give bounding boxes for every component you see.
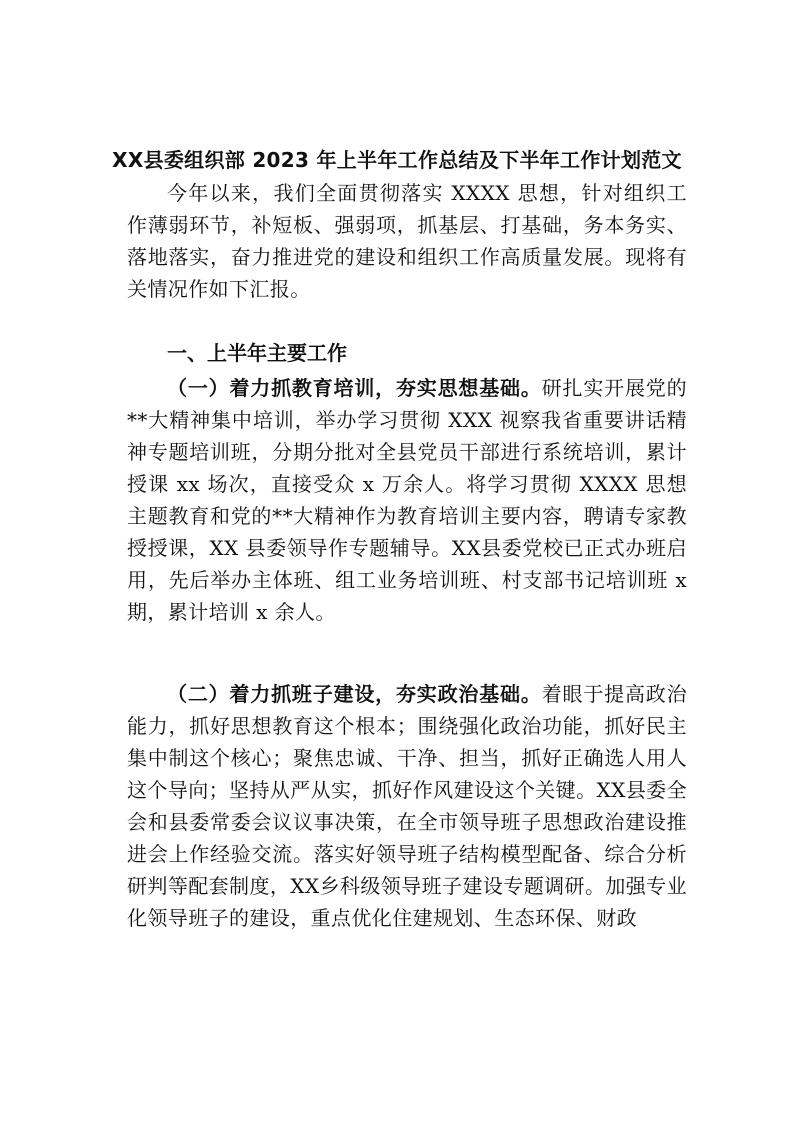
section-2-lead: （二）着力抓班子建设，夯实政治基础。 [167, 682, 542, 706]
section-1-text: 研扎实开展党的**大精神集中培训，举办学习贯彻 XXX 视察我省重要讲话精神专题培训班，分期分批对全县党员干部进行系统培训，累计授课 xx 场次，直接受众 x 万余人。将学习贯彻 XXXX 思想主题教育和党的**大精神作为教育培训主要内容，聘请专家教授授课，XX 县委领导作专题辅导。XX县委党校已正式办班启用，先后举办主体班、组工业务培训班、村支部书记培训班 x 期，累计培训 x 余人。 [127, 376, 687, 624]
document-title: XX县委组织部 2023 年上半年工作总结及下半年工作计划范文 [112, 148, 682, 172]
section-2-paragraph [127, 678, 687, 934]
section-2-text: 着眼于提高政治能力，抓好思想教育这个根本；围绕强化政治功能，抓好民主集中制这个核心；聚焦忠诚、干净、担当，抓好正确选人用人这个导向；坚持从严从实，抓好作风建设这个关键。XX县委全会和县委常委会议议事决策，在全市领导班子思想政治建设推进会上作经验交流。落实好领导班子结构模型配备、综合分析研判等配套制度，XX乡科级领导班子建设专题调研。加强专业化领导班子的建设，重点优化住建规划、生态环保、财政 [127, 682, 687, 930]
intro-paragraph: 今年以来，我们全面贯彻落实 XXXX 思想，针对组织工作薄弱环节，补短板、强弱项，抓基层、打基础，务本务实、落地落实，奋力推进党的建设和组织工作高质量发展。现将有关情况作如下汇报。 [127, 181, 687, 301]
section-heading: 一、上半年主要工作 [167, 341, 347, 365]
section-1-paragraph [127, 372, 687, 628]
section-1-lead: （一）着力抓教育培训，夯实思想基础。 [167, 376, 542, 400]
